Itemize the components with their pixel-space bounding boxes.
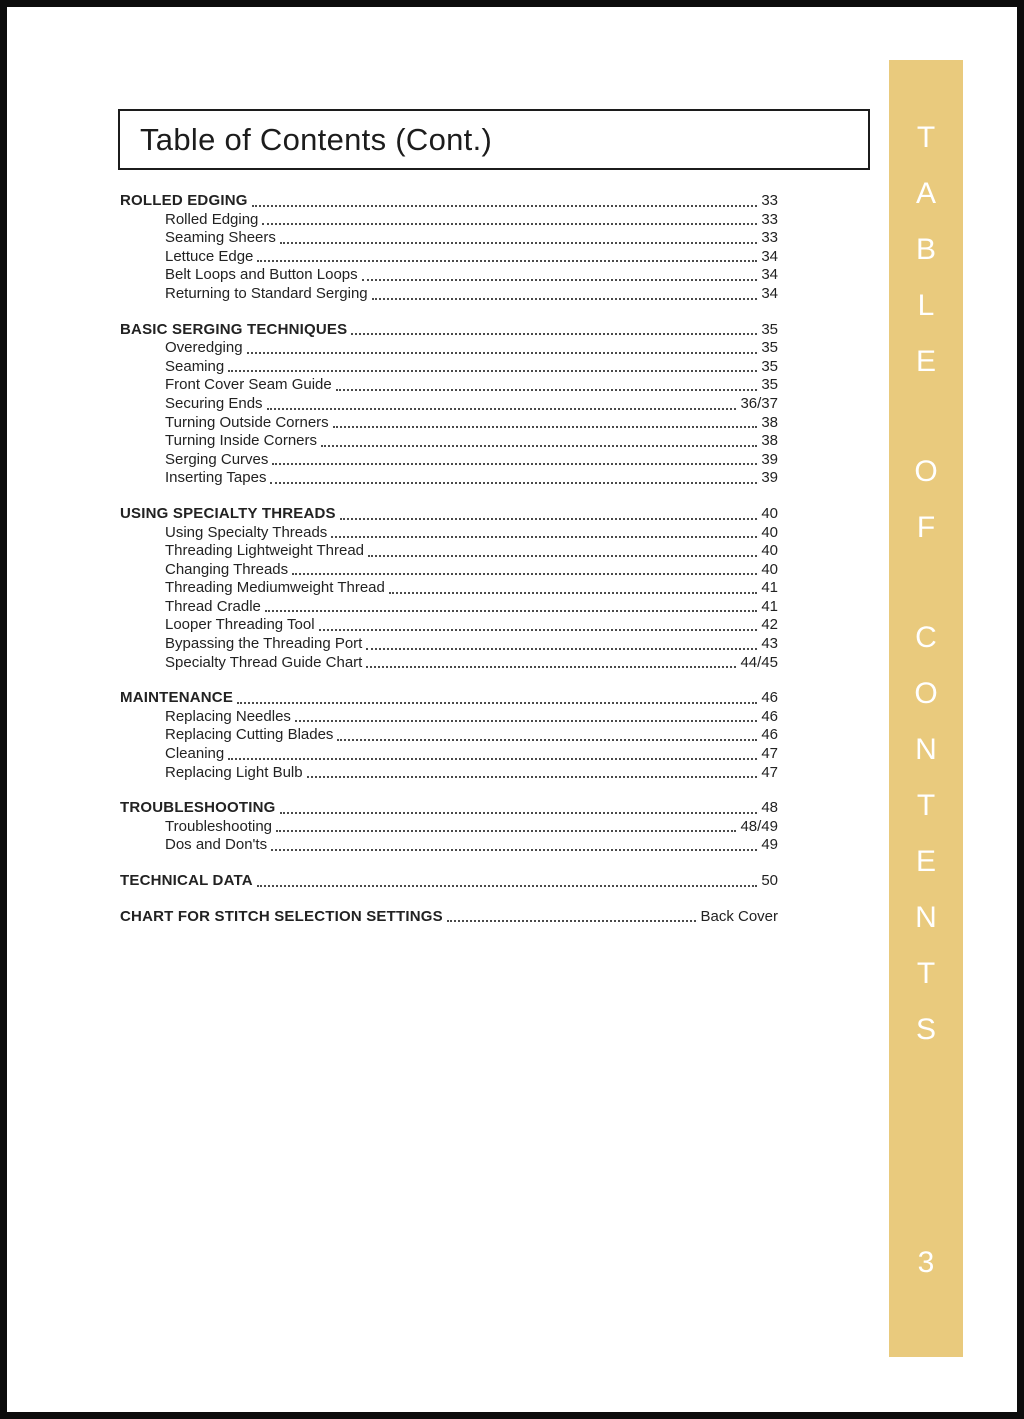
toc-entry-row [120,764,778,783]
toc-entry-label: Turning Inside Corners [165,432,318,450]
toc-entry-page: 39 [761,450,778,468]
dot-leader [272,818,740,837]
toc-entry-label: Changing Threads [165,560,289,578]
toc-entry-label: Overedging [165,339,243,357]
dot-leader [261,598,761,617]
dot-leader [364,542,761,561]
dot-leader [263,395,741,414]
toc-entry-page: 34 [761,284,778,302]
toc-entry-label: Replacing Cutting Blades [165,726,334,744]
toc-entry-row [120,339,778,358]
toc-section-row [120,689,778,708]
sidebar-letter: L [917,289,935,322]
dot-leader [358,266,762,285]
toc-entry-row [120,414,778,433]
toc-entry-page: 47 [761,745,778,763]
toc-entry-page: 33 [761,229,778,247]
sidebar-letter: T [916,789,936,822]
dot-leader [385,579,761,598]
toc-entry-row [120,836,778,855]
sidebar-page-number: 3 [917,1246,935,1279]
dot-leader [327,524,761,543]
toc-entry-label: Rolled Edging [165,210,259,228]
toc-section-title: TECHNICAL DATA [120,872,253,889]
sidebar-letter: T [916,121,936,154]
toc-list [120,192,778,943]
dot-leader [248,192,762,211]
toc-entry-label: Serging Curves [165,450,269,468]
dot-leader [368,285,762,304]
sidebar-word [914,610,937,1058]
dot-leader [317,432,761,451]
toc-entry-label: Troubleshooting [165,817,273,835]
toc-entry-label: Seaming Sheers [165,229,276,247]
sidebar-letter: O [914,677,938,710]
dot-leader [243,339,762,358]
toc-entry-row [120,469,778,488]
sidebar-letter: S [915,1013,936,1046]
toc-section-title: BASIC SERGING TECHNIQUES [120,320,348,338]
toc-entry-row [120,726,778,745]
toc-entry-label: Seaming [165,357,225,375]
sidebar-letter: F [916,511,936,544]
sidebar-letter: C [915,621,937,654]
toc-entry-page: 43 [761,635,778,653]
toc-entry-page: 35 [761,339,778,357]
toc-entry-label: Cleaning [165,745,225,763]
sidebar-letters [914,110,937,1112]
toc-entry-label: Front Cover Seam Guide [165,376,332,394]
toc-entry-page: 46 [761,726,778,744]
toc-entry-label: Looper Threading Tool [165,616,315,634]
toc-entry-page: 33 [761,210,778,228]
sidebar-word [914,444,937,556]
toc-entry-page: 36/37 [740,394,778,412]
toc-entry-label: Lettuce Edge [165,247,254,265]
dot-leader [258,211,761,230]
toc-section-title: USING SPECIALTY THREADS [120,504,336,522]
toc-section-row [120,505,778,524]
toc-section-row [120,872,778,891]
toc-entry-page: 49 [761,836,778,854]
dot-leader [291,708,761,727]
toc-entry-page: 41 [761,597,778,615]
dot-leader [266,469,761,488]
dot-leader [362,635,761,654]
toc-entry-row [120,285,778,304]
toc-section [120,872,778,891]
toc-section-page: 50 [761,872,778,889]
toc-entry-row [120,818,778,837]
toc-entry-label: Specialty Thread Guide Chart [165,653,363,671]
toc-entry-label: Belt Loops and Button Loops [165,266,358,284]
toc-entry-page: 44/45 [740,653,778,671]
dot-leader [253,872,762,891]
toc-entry-page: 39 [761,469,778,487]
toc-entry-label: Securing Ends [165,394,263,412]
toc-entry-row [120,395,778,414]
dot-leader [224,358,761,377]
toc-section-row [120,321,778,340]
toc-entry-label: Dos and Don'ts [165,836,268,854]
toc-entry-page: 34 [761,266,778,284]
dot-leader [276,799,762,818]
toc-entry-row [120,635,778,654]
toc-section [120,505,778,672]
toc-section-title: ROLLED EDGING [120,192,248,209]
toc-entry-row [120,542,778,561]
toc-entry-row [120,598,778,617]
dot-leader [253,248,761,267]
toc-entry-page: 48/49 [740,817,778,835]
toc-entry-label: Inserting Tapes [165,469,267,487]
toc-entry-label: Thread Cradle [165,597,261,615]
dot-leader [333,726,761,745]
dot-leader [233,689,761,708]
toc-entry-row [120,708,778,727]
toc-entry-page: 35 [761,357,778,375]
toc-entry-label: Using Specialty Threads [165,523,328,541]
toc-entry-row [120,524,778,543]
dot-leader [329,414,762,433]
toc-entry-label: Replacing Needles [165,707,291,725]
sidebar-letter: T [916,957,936,990]
toc-section-page: 35 [761,320,778,338]
toc-section [120,908,778,927]
toc-entry-page: 40 [761,542,778,560]
toc-section-row [120,799,778,818]
sidebar-letter: E [915,345,936,378]
sidebar-letter: N [915,901,937,934]
toc-entry-row [120,654,778,673]
toc-section-title: TROUBLESHOOTING [120,799,276,817]
toc-entry-page: 47 [761,763,778,781]
toc-entry-page: 35 [761,376,778,394]
toc-entry-page: 34 [761,247,778,265]
toc-entry-page: 46 [761,707,778,725]
toc-entry-label: Turning Outside Corners [165,413,329,431]
toc-section [120,192,778,304]
dot-leader [315,616,762,635]
toc-section-page: 46 [761,689,778,707]
toc-entry-row [120,248,778,267]
toc-section [120,321,778,488]
toc-entry-row [120,579,778,598]
toc-entry-label: Threading Mediumweight Thread [165,579,385,597]
toc-entry-row [120,376,778,395]
toc-entry-page: 42 [761,616,778,634]
sidebar-word [916,110,936,390]
dot-leader [268,451,761,470]
toc-section-row [120,908,778,927]
toc-section-page: 48 [761,799,778,817]
sidebar [889,60,963,1357]
toc-section [120,799,778,855]
toc-entry-row [120,561,778,580]
dot-leader [303,764,762,783]
toc-section [120,689,778,782]
sidebar-letter: O [914,455,938,488]
toc-entry-row [120,358,778,377]
sidebar-letter: B [915,233,936,266]
title-box [118,109,870,170]
dot-leader [288,561,761,580]
toc-entry-label: Returning to Standard Serging [165,284,368,302]
toc-entry-label: Threading Lightweight Thread [165,542,365,560]
toc-section-page: 33 [761,192,778,209]
dot-leader [267,836,761,855]
toc-section-page: 40 [761,504,778,522]
dot-leader [336,505,762,524]
dot-leader [443,908,701,927]
toc-entry-row [120,432,778,451]
page-title: Table of Contents (Cont.) [140,121,493,157]
toc-entry-row [120,745,778,764]
toc-entry-row [120,451,778,470]
toc-entry-row [120,616,778,635]
toc-entry-page: 38 [761,432,778,450]
toc-entry-page: 40 [761,523,778,541]
toc-entry-row [120,266,778,285]
dot-leader [362,654,740,673]
toc-entry-page: 41 [761,579,778,597]
dot-leader [347,321,761,340]
sidebar-letter: A [915,177,936,210]
toc-entry-label: Bypassing the Threading Port [165,635,363,653]
toc-entry-row [120,211,778,230]
dot-leader [276,229,761,248]
toc-section-title: CHART FOR STITCH SELECTION SETTINGS [120,907,443,925]
toc-section-row [120,192,778,211]
toc-entry-label: Replacing Light Bulb [165,763,303,781]
dot-leader [332,376,762,395]
toc-entry-page: 38 [761,413,778,431]
dot-leader [224,745,761,764]
toc-entry-row [120,229,778,248]
toc-section-page: Back Cover [700,907,778,925]
toc-section-title: MAINTENANCE [120,689,234,707]
sidebar-letter: E [915,845,936,878]
toc-entry-page: 40 [761,560,778,578]
sidebar-letter: N [915,733,937,766]
